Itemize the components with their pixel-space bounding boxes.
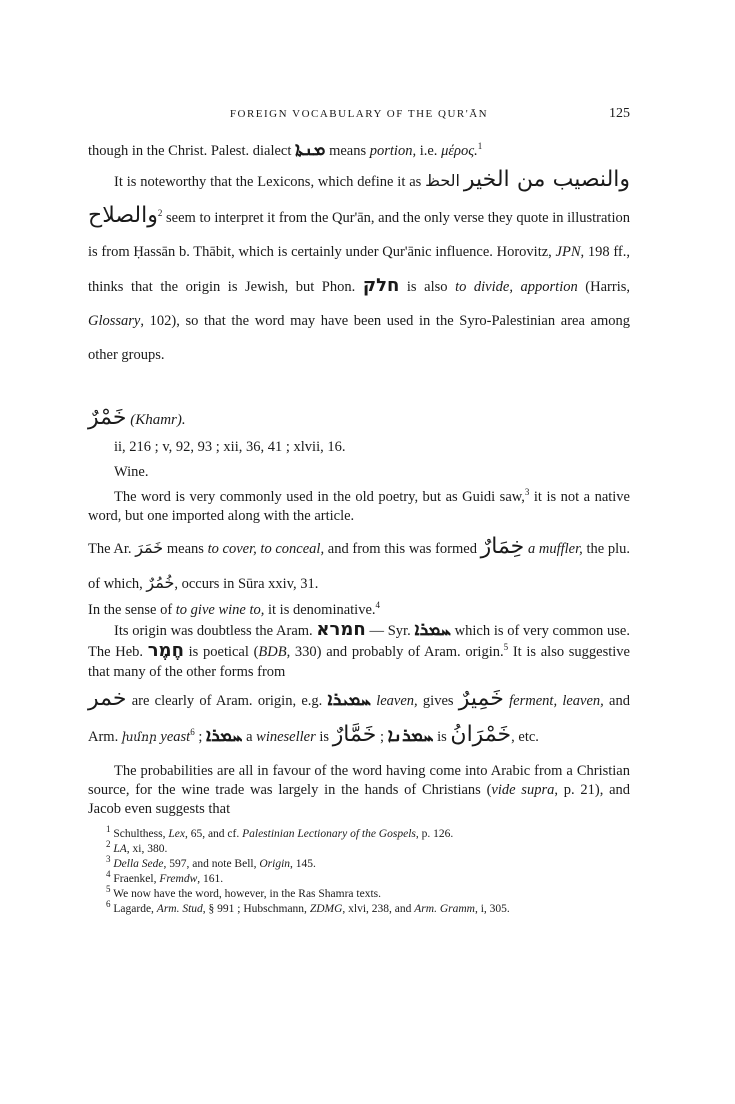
text: is also [399,279,456,295]
text: Schulthess, [110,828,169,840]
text: , 102), so that the word may have been used in the Syro-Palestinian area among other groups. [88,313,630,363]
text: Its origin was doubtless the Aram. [114,623,317,639]
text: — Syr. [365,623,415,639]
text: , 330) and probably of Aram. origin. [286,644,504,660]
text: means [325,143,370,159]
text: i.e. [416,143,442,159]
italic-text: Arm. Stud [156,903,203,915]
italic-text: Arm. Gramm [414,903,475,915]
italic-text: portion, [369,143,417,159]
paragraph-5 [88,620,630,682]
italic-text: to cover, to conceal, [207,541,325,557]
arabic-word: خَمَّارٌ [332,722,377,747]
paragraph-1 [88,140,630,161]
footnote-ref: 3 [524,487,530,498]
footnote-ref: 1 [477,141,483,152]
syriac-word: ܚܡܪܢܐ [387,725,434,746]
text: , 161. [197,873,224,885]
text: seem to interpret it from the Qur'ān, and the only verse they quote in illustration is from Ḥassān b. Thābit, which is certainly under Qur'ānic influence. Horovitz, [88,210,630,260]
text: , 65, and cf. [184,828,243,840]
text: The probabilities are all in favour of the word having come into Arabic from a Christian source, for the wine trade was largely in the hands of Christians ( [88,763,630,798]
text: , 198 ff., thinks that the origin is Jewish, but Phon. [88,244,630,295]
page-number: 125 [609,106,630,121]
footnote-ref: 2 [157,208,163,219]
text: (Harris, [577,279,630,295]
syriac-word: ܡܢܬܐ [295,139,326,160]
italic-text: ferment, leaven, [503,693,604,709]
text: , i, 305. [474,903,510,915]
footnote-2 [106,839,630,857]
italic-text: LA [113,843,127,855]
arabic-word: خَمَرَ [135,538,164,557]
text: , xi, 380. [126,843,168,855]
italic-text: Palestinian Lectionary of the Gospels [242,828,416,840]
paragraph-5-cont [88,682,630,754]
armenian-word: խմոր [121,730,157,744]
text: it is denominative. [264,602,376,618]
footnote-6 [106,899,630,917]
hebrew-word: חמרא [316,619,366,640]
italic-text: JPN [555,244,581,260]
greek-word: μέρος. [441,143,478,159]
italic-text: to divide, apportion [455,279,578,295]
text: In the sense of [88,602,176,618]
arabic-phrase: والنصيب من الخير والصلاح [88,167,631,228]
entry-arabic: خَمْرٌ [88,405,127,430]
text: Lagarde, [110,903,157,915]
footnote-ref: 5 [503,642,509,653]
entry-transliteration: (Khamr). [130,412,186,428]
hebrew-word: חלק [362,275,400,296]
text: is poetical ( [183,644,259,660]
text: and from this was formed [324,541,481,557]
paragraph-3 [88,488,630,526]
text: , xlvi, 238, and [342,903,415,915]
footnote-3 [106,854,630,872]
italic-text: Lex [168,828,185,840]
italic-text: Della Sede [113,858,164,870]
text: We now have the word, however, in the Ras Shamra texts. [110,888,382,900]
footnote-1 [106,824,630,842]
paragraph-2 [88,163,630,372]
entry-meaning: Wine. [114,464,149,480]
text: and Arm. [88,693,630,745]
footnote-number: 6 [106,899,111,910]
footnote-number: 1 [106,824,111,835]
arabic-word: خَمْرَانُ [450,722,512,747]
text: It is noteworthy that the Lexicons, which define it as [114,174,426,190]
text: The Ar. [88,541,136,557]
text: , 597, and note Bell, [163,858,260,870]
text: , p. 126. [415,828,454,840]
footnote-number: 2 [106,839,111,850]
italic-text: BDB [258,644,287,660]
hebrew-word: חֶמֶר [147,640,184,661]
text: it is not a native word, but one imported along with the article. [88,489,630,524]
entry-heading [88,406,630,432]
text: though in the Christ. Palest. dialect [88,143,296,159]
footnote-4 [106,869,630,887]
italic-text: Fremdw [159,873,198,885]
syriac-word: ܚܡܪܐ [414,619,451,640]
entry-references: ii, 216 ; v, 92, 93 ; xii, 36, 41 ; xlvii, 16. [114,439,346,455]
text: Fraenkel, [110,873,160,885]
paragraph-4 [88,530,630,601]
italic-text: a muffler, [524,541,583,557]
text: a [242,729,257,745]
italic-text: Origin [259,858,291,870]
syriac-word: ܚܡܝܪܐ [327,689,371,710]
footnote-ref: 4 [375,600,381,611]
text: ; [194,729,206,745]
text: It is also suggestive that many of the other forms from [88,644,630,680]
text: the plu. of which, [88,541,630,592]
arabic-word: خِمَارٌ [480,534,525,559]
italic-text: yeast [156,729,191,745]
running-header [88,98,630,122]
footnote-ref: 6 [190,727,195,738]
footnote-5 [106,884,630,902]
italic-text: ZDMG [309,903,343,915]
text: , p. 21), and Jacob even suggests that [88,782,631,817]
italic-text: leaven, [370,693,418,709]
text: , etc. [511,729,539,745]
text: are clearly of Aram. origin, e.g. [126,693,328,709]
arabic-phrase: الحظ [425,171,460,190]
text: gives [417,693,459,709]
text: ; [376,729,388,745]
text: which is of very common use. The Heb. [88,623,630,660]
running-title: FOREIGN VOCABULARY OF THE QUR'ĀN [229,108,489,120]
text: is [433,729,451,745]
footnote-number: 4 [106,869,111,880]
italic-text: to give wine to, [175,602,265,618]
arabic-word: خُمُرٌ [146,573,175,592]
text: , occurs in Sūra xxiv, 31. [174,576,319,592]
footnote-number: 3 [106,854,111,865]
paragraph-6 [88,762,630,819]
italic-text: vide supra [491,782,555,798]
text: is [315,729,333,745]
italic-text: wineseller [256,729,316,745]
text: means [163,541,208,557]
page [88,98,630,917]
text: , § 991 ; Hubschmann, [202,903,310,915]
arabic-word: خمر [88,686,127,711]
syriac-word: ܚܡܪܐ [205,725,243,746]
footnote-number: 5 [106,884,111,895]
italic-text: Glossary [88,313,141,329]
paragraph-4-cont [88,601,630,620]
text: , 145. [290,858,316,870]
text: The word is very commonly used in the old poetry, but as Guidi saw, [114,489,525,505]
arabic-word: خَمِيرٌ [458,686,504,711]
footnotes [88,824,630,917]
